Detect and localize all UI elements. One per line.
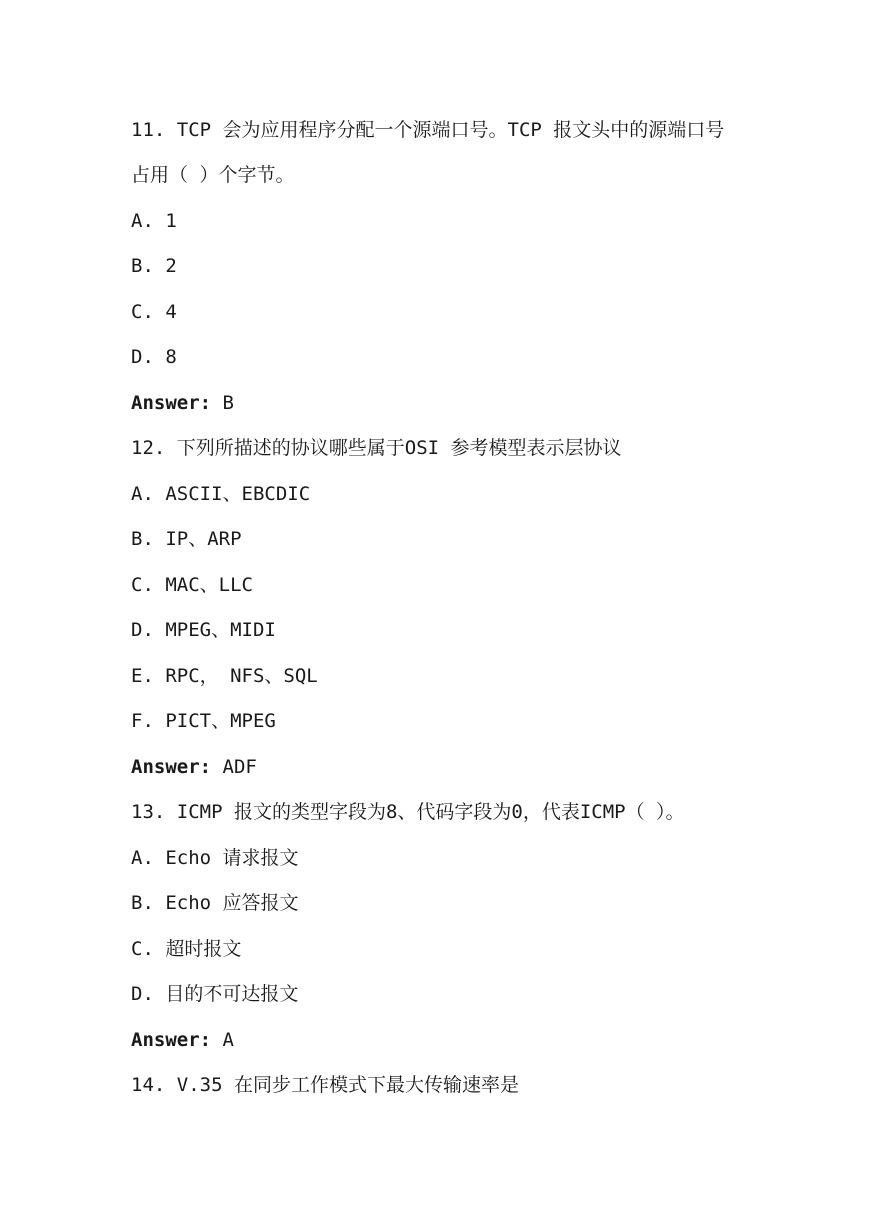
answer-label: Answer: [131, 756, 212, 778]
question-13-stem: 13. ICMP 报文的类型字段为8、代码字段为0，代表ICMP（ ）。 [131, 801, 685, 823]
question-12-option-b: B. IP、ARP [131, 528, 242, 550]
question-12-answer [131, 755, 257, 779]
question-11-option-c: C. 4 [131, 301, 177, 323]
question-14-stem: 14. V.35 在同步工作模式下最大传输速率是 [131, 1074, 519, 1096]
answer-value: B [211, 392, 234, 414]
question-12-option-d: D. MPEG、MIDI [131, 619, 276, 641]
question-13-option-a: A. Echo 请求报文 [131, 847, 299, 869]
question-13-option-c: C. 超时报文 [131, 938, 242, 960]
question-12-option-c: C. MAC、LLC [131, 574, 253, 596]
question-11-option-d: D. 8 [131, 346, 177, 368]
question-12-option-e: E. RPC， NFS、SQL [131, 665, 318, 687]
question-12-option-f: F. PICT、MPEG [131, 710, 276, 732]
question-11-option-a: A. 1 [131, 210, 177, 232]
question-12-stem: 12. 下列所描述的协议哪些属于OSI 参考模型表示层协议 [131, 437, 622, 459]
answer-label: Answer: [131, 392, 212, 414]
answer-label: Answer: [131, 1029, 212, 1051]
question-13-option-d: D. 目的不可达报文 [131, 983, 299, 1005]
answer-value: A [211, 1029, 234, 1051]
question-11-stem-line-1: 11. TCP 会为应用程序分配一个源端口号。TCP 报文头中的源端口号 [131, 119, 725, 141]
question-11-stem-line-2: 占用（ ）个字节。 [131, 164, 295, 186]
question-11-answer [131, 391, 234, 415]
question-13-option-b: B. Echo 应答报文 [131, 892, 299, 914]
question-13-answer [131, 1028, 234, 1052]
question-12-option-a: A. ASCII、EBCDIC [131, 483, 311, 505]
answer-value: ADF [211, 756, 257, 778]
question-11-option-b: B. 2 [131, 255, 177, 277]
